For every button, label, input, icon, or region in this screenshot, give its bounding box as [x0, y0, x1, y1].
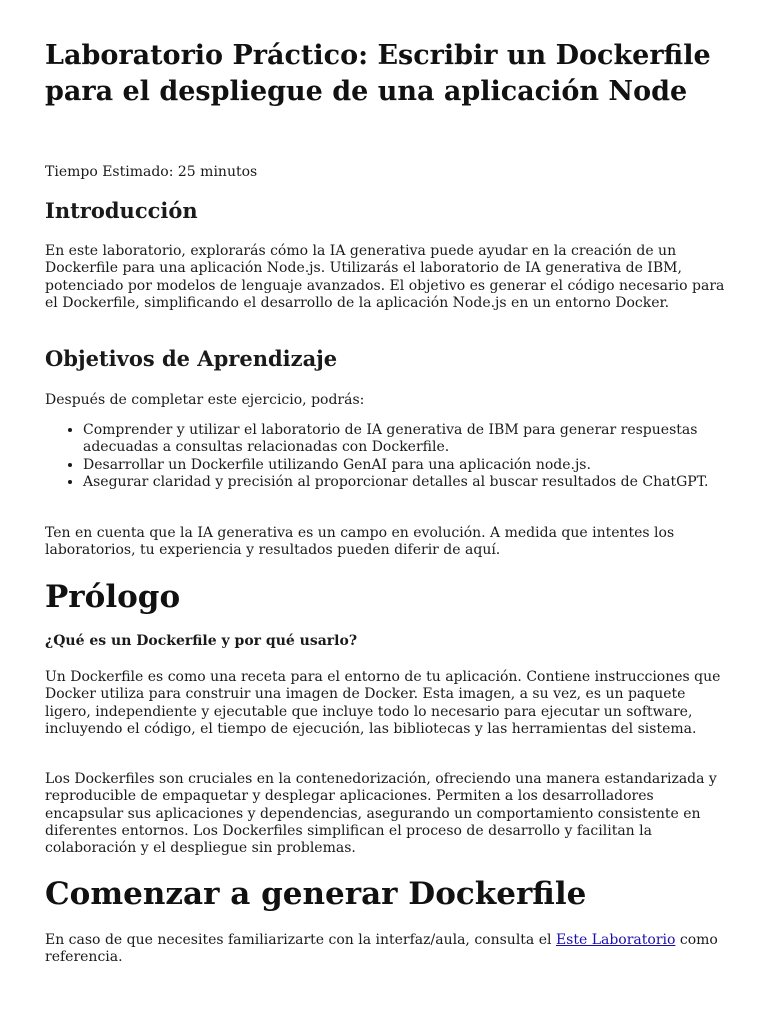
list-item: • Desarrollar un Dockerfile utilizando GenAI para una aplicación node.js.	[83, 457, 735, 474]
prologue-paragraph-1: Un Dockerfile es como una receta para el entorno de tu aplicación. Contiene instrucciones que Docker utiliza para construir una imagen de Docker. Esta imagen, a su vez, es un paquete ligero, independiente y ejecutable que incluye todo lo necesario para ejecutar un software, incluyendo el código, el tiempo de ejecución, las bibliotecas y las herramientas del sistema.	[45, 669, 721, 737]
prologue-question: ¿Qué es un Dockerfile y por qué usarlo?	[45, 633, 358, 649]
section-heading-start: Comenzar a generar Dockerfile	[45, 876, 587, 912]
start-text-after: como referencia.	[45, 932, 718, 966]
section-heading-objectives: Objetivos de Aprendizaje	[45, 346, 338, 371]
lab-reference-link[interactable]: Este Laboratorio	[555, 932, 676, 948]
prologue-paragraph-2: Los Dockerfiles son cruciales en la contenedorización, ofreciendo una manera estandarizada y reproducible de empaquetar y desplegar aplicaciones. Permiten a los desarrolladores encapsular sus aplicaciones y dependencias, asegurando un comportamiento consistente en diferentes entornos. Los Dockerfiles simplifican el proceso de desarrollo y facilitan la colaboración y el despliegue sin problemas.	[45, 771, 717, 857]
objectives-list	[45, 422, 735, 491]
estimated-time: Tiempo Estimado: 25 minutos	[45, 164, 258, 180]
start-paragraph	[45, 932, 730, 967]
section-heading-introduction: Introducción	[45, 198, 198, 223]
document-title: Laboratorio Práctico: Escribir un Dockerfile para el despliegue de una aplicación Node	[45, 40, 711, 107]
section-heading-prologue: Prólogo	[45, 579, 181, 615]
start-text-before: En caso de que necesites familiarizarte con la interfaz/aula, consulta el	[45, 932, 556, 948]
objectives-lead: Después de completar este ejercicio, podrás:	[45, 392, 365, 408]
list-item: • Comprender y utilizar el laboratorio de IA generativa de IBM para generar respuestas adecuadas a consultas relacionadas con Dockerfile.	[83, 422, 735, 457]
objectives-note: Ten en cuenta que la IA generativa es un campo en evolución. A medida que intentes los laboratorios, tu experiencia y resultados pueden diferir de aquí.	[45, 525, 675, 559]
list-item: • Asegurar claridad y precisión al proporcionar detalles al buscar resultados de ChatGPT.	[83, 474, 735, 491]
intro-paragraph: En este laboratorio, explorarás cómo la IA generativa puede ayudar en la creación de un Dockerfile para una aplicación Node.js. Utilizarás el laboratorio de IA generativa de IBM, potenciado por modelos de lenguaje avanzados. El objetivo es generar el código necesario para el Dockerfile, simplificando el desarrollo de la aplicación Node.js en un entorno Docker.	[45, 243, 725, 311]
